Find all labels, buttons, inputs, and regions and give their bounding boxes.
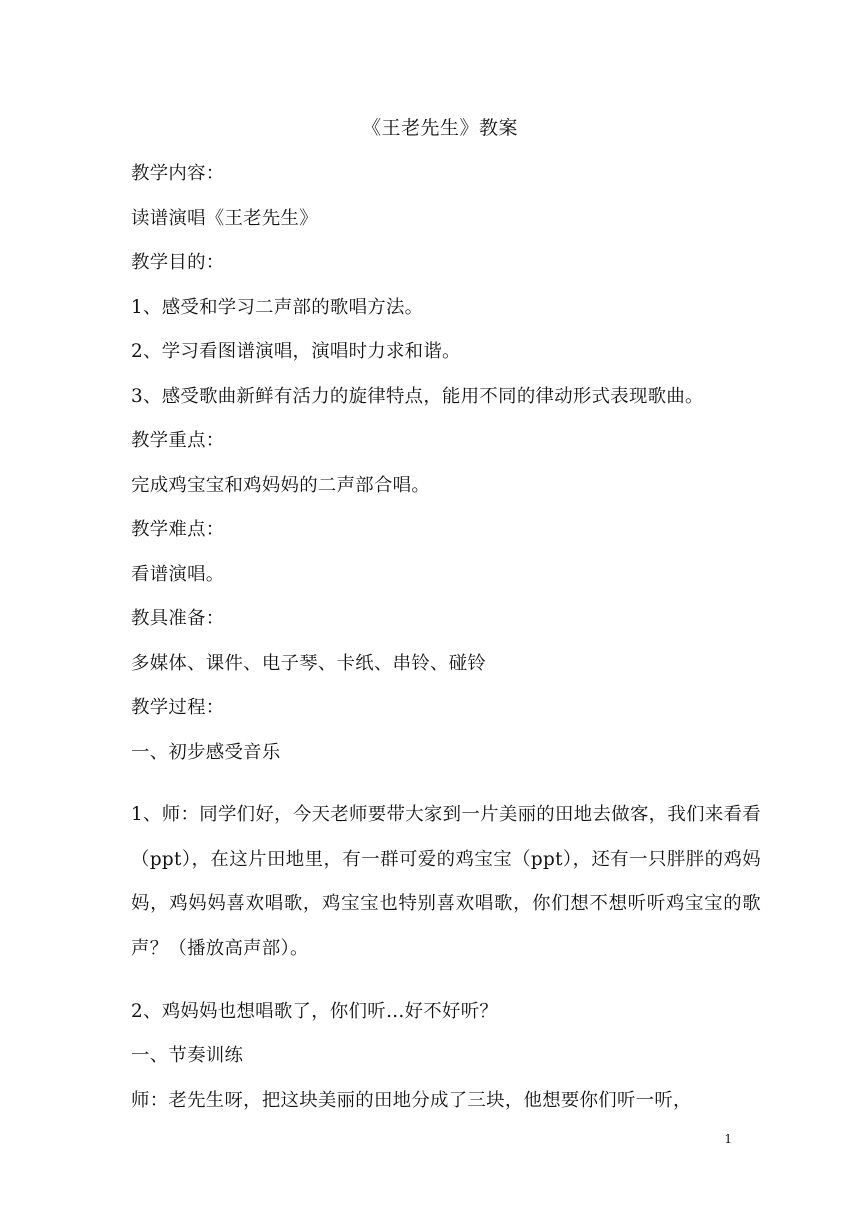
process-paragraph-last: 师：老先生呀，把这块美丽的田地分成了三块，他想要你们听一听， (131, 1089, 692, 1111)
heading-key-points: 教学重点： (131, 430, 225, 451)
heading-teaching-aids: 教具准备： (131, 608, 225, 629)
section-1-heading: 一、初步感受音乐 (131, 741, 281, 763)
teaching-content-text: 读谱演唱《王老先生》 (131, 207, 318, 229)
difficulties-text: 看谱演唱。 (131, 563, 225, 585)
heading-difficulties: 教学难点： (131, 519, 225, 540)
page-number: 1 (724, 1132, 732, 1146)
document-title: 《王老先生》教案 (361, 117, 518, 139)
objective-2: 2、学习看图谱演唱，演唱时力求和谐。 (131, 341, 461, 362)
heading-teaching-process: 教学过程： (131, 697, 225, 718)
objective-3: 3、感受歌曲新鲜有活力的旋律特点，能用不同的律动形式表现歌曲。 (131, 385, 704, 407)
section-2-heading: 一、节奏训练 (131, 1045, 244, 1067)
process-line-2: 2、鸡妈妈也想唱歌了，你们听…好不好听？ (131, 1000, 499, 1022)
heading-teaching-content: 教学内容： (131, 163, 225, 184)
teaching-aids-text: 多媒体、课件、电子琴、卡纸、串铃、碰铃 (131, 652, 487, 674)
heading-teaching-objectives: 教学目的： (131, 252, 225, 273)
key-points-text: 完成鸡宝宝和鸡妈妈的二声部合唱。 (131, 474, 431, 496)
objective-1: 1、感受和学习二声部的歌唱方法。 (131, 296, 424, 318)
document-body (131, 152, 761, 1123)
process-paragraph-1: 1、师：同学们好，今天老师要带大家到一片美丽的田地去做客，我们来看看（ppt），在这片田地里，有一群可爱的鸡宝宝（ppt），还有一只胖胖的鸡妈妈，鸡妈妈喜欢唱歌，鸡宝宝也特别喜欢唱歌，你们想不想听听鸡宝宝的歌声？（播放高声部）。 (131, 804, 761, 959)
